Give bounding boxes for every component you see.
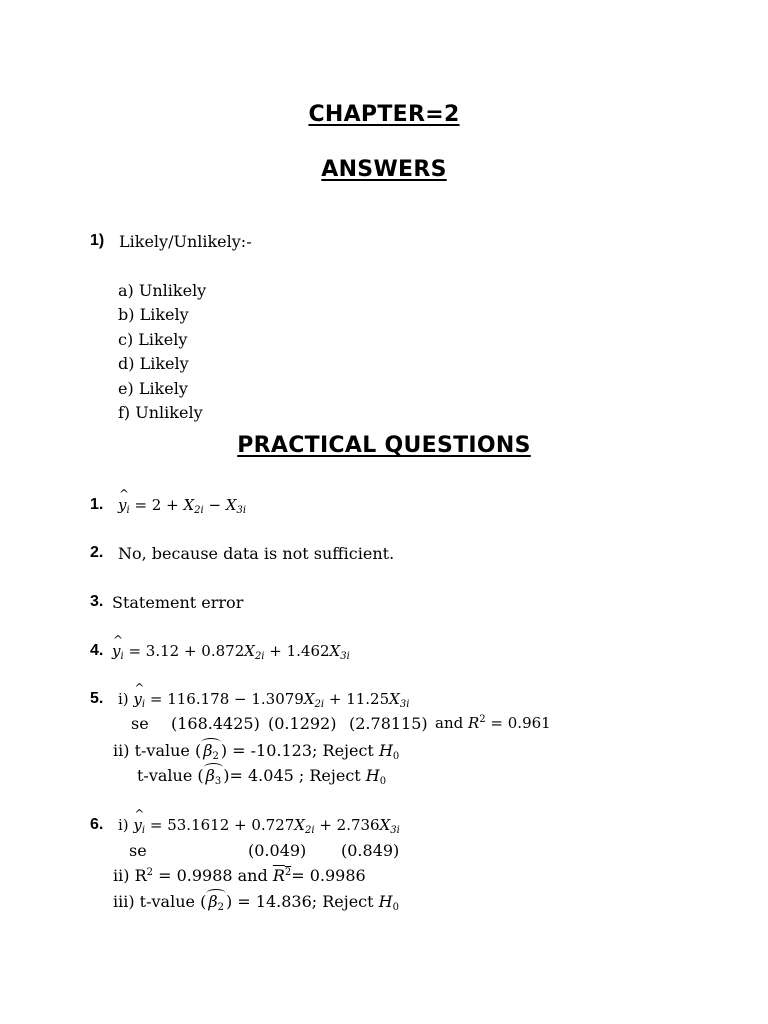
item-text: Unlikely [135, 403, 203, 422]
list-item [118, 354, 189, 373]
item-letter: f) [118, 403, 131, 422]
item-letter: c) [118, 330, 134, 349]
p6-se-value: (0.849) [341, 841, 400, 860]
answers-heading: ANSWERS [321, 157, 447, 182]
q1-number: 1) [90, 232, 105, 249]
p6-r-squared: ii) $R^2 = 0.9988$ and $R^2= 0.9986$ [113, 866, 366, 885]
item-text: Likely [138, 330, 188, 349]
p6-number: 6. [90, 816, 104, 833]
p5-se-value: (0.1292) [268, 714, 337, 733]
p4-equation: ^ $y_i = 3.12 + 0.872X_{2i} + 1.462X_{3i}$ [112, 642, 350, 662]
p2-text: No, because data is not sufficient. [118, 544, 395, 563]
q1-label: Likely/Unlikely:- [119, 232, 252, 251]
list-item [118, 281, 206, 300]
p6-se-value: (0.049) [248, 841, 307, 860]
p6-t-value-beta2: iii) t-value ( $\beta_2$ ) = 14.836; Reject $H_0$ [113, 892, 399, 913]
p6-se-label: se [129, 841, 147, 860]
p6-part-i: i) ^ $y_i = 53.1612 + 0.727X_{2i} + 2.736X_{3i}$ [118, 816, 400, 836]
item-text: Likely [139, 305, 189, 324]
p5-se-value: (2.78115) [349, 714, 428, 733]
list-item [118, 305, 189, 324]
p1-equation: ^ $y_i = 2 + X_{2i} - X_{3i}$ [118, 496, 246, 516]
item-letter: b) [118, 305, 135, 324]
p3-text: Statement error [112, 593, 244, 612]
list-item [118, 403, 203, 422]
list-item [118, 379, 188, 398]
p5-t-value-beta3: t-value ( $\beta_3$ )= 4.045 ; Reject $H_0$ [137, 766, 387, 787]
p5-part-i: i) ^ $y_i = 116.178 - 1.3079X_{2i} + 11.25X_{3i}$ [118, 690, 409, 710]
item-text: Likely [139, 354, 189, 373]
p5-number: 5. [90, 690, 104, 707]
item-letter: a) [118, 281, 134, 300]
practical-heading: PRACTICAL QUESTIONS [237, 433, 531, 458]
item-letter: e) [118, 379, 134, 398]
item-letter: d) [118, 354, 135, 373]
chapter-title: CHAPTER=2 [308, 102, 460, 127]
p1-number: 1. [90, 496, 104, 513]
item-text: Unlikely [138, 281, 207, 300]
p2-number: 2. [90, 544, 104, 561]
p4-number: 4. [90, 642, 104, 659]
item-text: Likely [138, 379, 188, 398]
list-item [118, 330, 187, 349]
p3-number: 3. [90, 593, 104, 610]
p5-se-label: se [131, 714, 149, 733]
p5-se-value: (168.4425) [171, 714, 260, 733]
p5-t-value-beta2: ii) t-value ( $\beta_2$ ) = -10.123; Reject $H_0$ [113, 741, 400, 762]
p5-r-squared: and $R^2 = 0.961$ [435, 714, 551, 732]
